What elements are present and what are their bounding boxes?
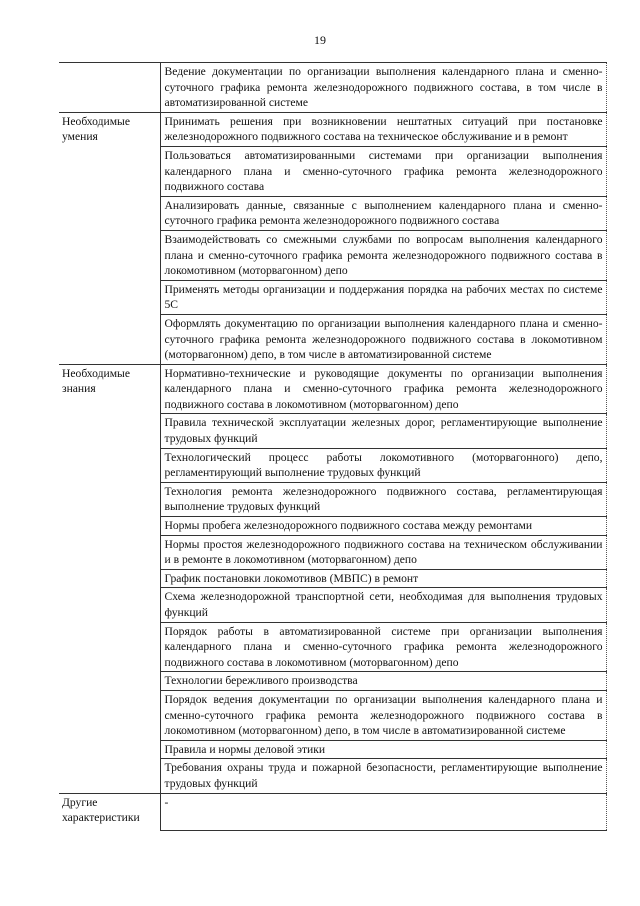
requirement-item: Схема железнодорожной транспортной сети, необходимая для выполнения трудовых функций xyxy=(160,588,606,622)
requirement-item: Нормы пробега железнодорожного подвижного состава между ремонтами xyxy=(160,517,606,536)
requirement-item: Технология ремонта железнодорожного подвижного состава, регламентирующая выполнение трудовых функций xyxy=(160,482,606,516)
requirement-item: Пользоваться автоматизированными системами при организации выполнения календарного плана и сменно-суточного графика ремонта железнодорожного подвижного состава xyxy=(160,146,606,196)
requirements-table-body xyxy=(59,63,606,831)
requirement-item: Применять методы организации и поддержания порядка на рабочих местах по системе 5С xyxy=(160,280,606,314)
requirement-item: Технологии бережливого производства xyxy=(160,672,606,691)
requirement-item: Порядок ведения документации по организации выполнения календарного плана и сменно-суточного графика ремонта железнодорожного подвижного состава в локомотивном (моторвагонном) депо, в том числе в автоматизированной системе xyxy=(160,690,606,740)
requirements-table xyxy=(59,62,607,831)
requirement-item: Оформлять документацию по организации выполнения календарного плана и сменно-суточного графика ремонта железнодорожного подвижного состава в локомотивном (моторвагонном) депо, в том числе в автоматизированной системе xyxy=(160,314,606,364)
requirement-item: Нормы простоя железнодорожного подвижного состава на техническом обслуживании и в ремонте в локомотивном (моторвагонном) депо xyxy=(160,535,606,569)
requirement-item: - xyxy=(160,793,606,830)
table-row xyxy=(59,793,606,830)
requirement-item: Нормативно-технические и руководящие документы по организации выполнения календарного плана и сменно-суточного графика ремонта железнодорожного подвижного состава в локомотивном (моторвагонном) депо xyxy=(160,364,606,414)
table-row xyxy=(59,364,606,414)
requirement-item: Требования охраны труда и пожарной безопасности, регламентирующие выполнение трудовых функций xyxy=(160,759,606,793)
requirement-item: Принимать решения при возникновении нештатных ситуаций при постановке железнодорожного подвижного состава на техническое обслуживание и в ремонт xyxy=(160,112,606,146)
requirement-item: Технологический процесс работы локомотивного (моторвагонного) депо, регламентирующий выполнение трудовых функций xyxy=(160,448,606,482)
section-label: Необходимые умения xyxy=(59,112,160,364)
requirement-item: График постановки локомотивов (МВПС) в ремонт xyxy=(160,569,606,588)
requirement-item: Правила технической эксплуатации железных дорог, регламентирующие выполнение трудовых функций xyxy=(160,414,606,448)
section-label: Другие характеристики xyxy=(59,793,160,830)
table-row xyxy=(59,63,606,113)
requirement-item: Анализировать данные, связанные с выполнением календарного плана и сменно-суточного графика ремонта железнодорожного подвижного состава xyxy=(160,196,606,230)
page-number: 19 xyxy=(314,33,326,47)
section-label xyxy=(59,63,160,113)
requirement-item: Взаимодействовать со смежными службами по вопросам выполнения календарного плана и сменно-суточного графика ремонта железнодорожного подвижного состава в локомотивном (моторвагонном) депо xyxy=(160,230,606,280)
requirement-item: Порядок работы в автоматизированной системе при организации выполнения календарного плана и сменно-суточного графика ремонта железнодорожного подвижного состава в локомотивном (моторвагонном) депо xyxy=(160,622,606,672)
section-label: Необходимые знания xyxy=(59,364,160,793)
requirement-item: Ведение документации по организации выполнения календарного плана и сменно-суточного графика ремонта железнодорожного подвижного состава, в том числе в автоматизированной системе xyxy=(160,63,606,113)
requirement-item: Правила и нормы деловой этики xyxy=(160,740,606,759)
table-row xyxy=(59,112,606,146)
